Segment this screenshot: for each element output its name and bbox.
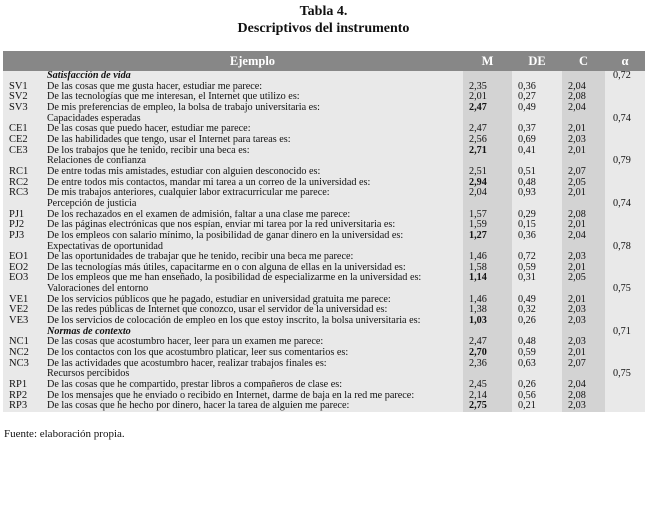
item-text: De mis trabajos anteriores, cualquier labor extracurricular me parece: bbox=[42, 188, 463, 199]
header-code bbox=[3, 51, 42, 71]
item-de: 0,29 bbox=[512, 210, 562, 221]
group-alpha: 0,71 bbox=[605, 327, 645, 338]
item-alpha bbox=[605, 316, 645, 327]
item-m: 2,35 bbox=[463, 82, 512, 93]
group-de bbox=[512, 156, 562, 167]
group-name: Recursos percibidos bbox=[42, 369, 463, 380]
group-alpha: 0,74 bbox=[605, 114, 645, 125]
group-code bbox=[3, 327, 42, 338]
item-de: 0,36 bbox=[512, 231, 562, 242]
item-text: De las cosas que me gusta hacer, estudiar me parece: bbox=[42, 82, 463, 93]
table-row bbox=[3, 316, 645, 327]
item-c: 2,03 bbox=[562, 401, 605, 412]
item-alpha bbox=[605, 188, 645, 199]
item-c: 2,05 bbox=[562, 273, 605, 284]
item-code: RC3 bbox=[3, 188, 42, 199]
item-m: 2,71 bbox=[463, 146, 512, 157]
item-code: VE3 bbox=[3, 316, 42, 327]
table-title: Tabla 4. bbox=[299, 4, 348, 19]
item-code: RP2 bbox=[3, 391, 42, 402]
item-de: 0,49 bbox=[512, 295, 562, 306]
item-c: 2,01 bbox=[562, 124, 605, 135]
item-text: De los mensajes que he enviado o recibido en Internet, darme de baja en la red me parece: bbox=[42, 391, 463, 402]
group-c bbox=[562, 71, 605, 82]
item-c: 2,01 bbox=[562, 348, 605, 359]
group-alpha: 0,72 bbox=[605, 71, 645, 82]
item-m: 1,58 bbox=[463, 263, 512, 274]
item-text: De las cosas que puedo hacer, estudiar me parece: bbox=[42, 124, 463, 135]
item-m: 1,38 bbox=[463, 305, 512, 316]
item-alpha bbox=[605, 82, 645, 93]
item-code: PJ2 bbox=[3, 220, 42, 231]
group-code bbox=[3, 284, 42, 295]
item-de: 0,37 bbox=[512, 124, 562, 135]
group-name: Expectativas de oportunidad bbox=[42, 242, 463, 253]
group-de bbox=[512, 327, 562, 338]
header-de: DE bbox=[512, 51, 562, 71]
table-row bbox=[3, 391, 645, 402]
table-row bbox=[3, 305, 645, 316]
group-de bbox=[512, 242, 562, 253]
group-name: Capacidades esperadas bbox=[42, 114, 463, 125]
group-code bbox=[3, 114, 42, 125]
group-de bbox=[512, 284, 562, 295]
table-row bbox=[3, 337, 645, 348]
group-code bbox=[3, 199, 42, 210]
item-c: 2,04 bbox=[562, 103, 605, 114]
item-alpha bbox=[605, 273, 645, 284]
item-m: 1,46 bbox=[463, 252, 512, 263]
item-text: De las redes públicas de Internet que conozco, usar el servidor de la universidad es: bbox=[42, 305, 463, 316]
group-code bbox=[3, 369, 42, 380]
group-de bbox=[512, 114, 562, 125]
table-row bbox=[3, 124, 645, 135]
group-row bbox=[3, 199, 645, 210]
item-code: PJ1 bbox=[3, 210, 42, 221]
item-m: 2,47 bbox=[463, 337, 512, 348]
item-code: RC1 bbox=[3, 167, 42, 178]
item-code: RP1 bbox=[3, 380, 42, 391]
item-m: 2,75 bbox=[463, 401, 512, 412]
item-c: 2,07 bbox=[562, 167, 605, 178]
header-example: Ejemplo bbox=[42, 51, 463, 71]
item-text: De las cosas que he hecho por dinero, hacer la tarea de alguien me parece: bbox=[42, 401, 463, 412]
group-m bbox=[463, 284, 512, 295]
item-m: 1,27 bbox=[463, 231, 512, 242]
item-alpha bbox=[605, 295, 645, 306]
item-code: EO3 bbox=[3, 273, 42, 284]
group-c bbox=[562, 199, 605, 210]
item-text: De entre todas mis amistades, estudiar con alguien desconocido es: bbox=[42, 167, 463, 178]
item-text: De los empleos con salario mínimo, la posibilidad de ganar dinero en la universidad es: bbox=[42, 231, 463, 242]
group-de bbox=[512, 369, 562, 380]
item-alpha bbox=[605, 305, 645, 316]
header-row bbox=[3, 51, 645, 71]
group-row bbox=[3, 327, 645, 338]
item-de: 0,15 bbox=[512, 220, 562, 231]
group-row bbox=[3, 242, 645, 253]
item-text: De las oportunidades de trabajar que he tenido, recibir una beca me parece: bbox=[42, 252, 463, 263]
item-de: 0,49 bbox=[512, 103, 562, 114]
group-c bbox=[562, 327, 605, 338]
group-row bbox=[3, 114, 645, 125]
group-m bbox=[463, 242, 512, 253]
item-m: 2,47 bbox=[463, 103, 512, 114]
item-alpha bbox=[605, 135, 645, 146]
table-row bbox=[3, 178, 645, 189]
table-row bbox=[3, 220, 645, 231]
item-alpha bbox=[605, 252, 645, 263]
item-de: 0,51 bbox=[512, 167, 562, 178]
item-code: SV1 bbox=[3, 82, 42, 93]
group-name: Valoraciones del entorno bbox=[42, 284, 463, 295]
item-m: 2,70 bbox=[463, 348, 512, 359]
group-alpha: 0,75 bbox=[605, 369, 645, 380]
header-m: M bbox=[463, 51, 512, 71]
item-code: RP3 bbox=[3, 401, 42, 412]
item-code: SV3 bbox=[3, 103, 42, 114]
table-row bbox=[3, 231, 645, 242]
item-c: 2,07 bbox=[562, 359, 605, 370]
item-de: 0,31 bbox=[512, 273, 562, 284]
item-code: CE1 bbox=[3, 124, 42, 135]
item-code: EO1 bbox=[3, 252, 42, 263]
table-row bbox=[3, 146, 645, 157]
item-m: 1,57 bbox=[463, 210, 512, 221]
group-c bbox=[562, 284, 605, 295]
item-c: 2,04 bbox=[562, 82, 605, 93]
item-alpha bbox=[605, 220, 645, 231]
item-de: 0,59 bbox=[512, 348, 562, 359]
item-m: 1,03 bbox=[463, 316, 512, 327]
table-row bbox=[3, 380, 645, 391]
item-de: 0,48 bbox=[512, 337, 562, 348]
item-alpha bbox=[605, 348, 645, 359]
table-row bbox=[3, 210, 645, 221]
group-row bbox=[3, 156, 645, 167]
table-row bbox=[3, 252, 645, 263]
item-text: De los servicios de colocación de empleo en los que estoy inscrito, la bolsa universitaria es: bbox=[42, 316, 463, 327]
item-code: CE2 bbox=[3, 135, 42, 146]
table-row bbox=[3, 295, 645, 306]
table-subtitle: Descriptivos del instrumento bbox=[237, 21, 410, 36]
item-m: 2,47 bbox=[463, 124, 512, 135]
item-text: De las actividades que acostumbro hacer, realizar trabajos finales es: bbox=[42, 359, 463, 370]
item-c: 2,01 bbox=[562, 263, 605, 274]
item-c: 2,01 bbox=[562, 188, 605, 199]
group-row bbox=[3, 71, 645, 82]
group-code bbox=[3, 71, 42, 82]
group-alpha: 0,74 bbox=[605, 199, 645, 210]
item-c: 2,03 bbox=[562, 316, 605, 327]
item-c: 2,01 bbox=[562, 220, 605, 231]
item-de: 0,69 bbox=[512, 135, 562, 146]
item-alpha bbox=[605, 124, 645, 135]
group-alpha: 0,79 bbox=[605, 156, 645, 167]
descriptives-table bbox=[3, 51, 645, 412]
item-text: De las habilidades que tengo, usar el Internet para tareas es: bbox=[42, 135, 463, 146]
item-alpha bbox=[605, 391, 645, 402]
item-de: 0,26 bbox=[512, 380, 562, 391]
table-row bbox=[3, 167, 645, 178]
item-m: 2,94 bbox=[463, 178, 512, 189]
group-name: Normas de contexto bbox=[42, 327, 463, 338]
item-c: 2,04 bbox=[562, 231, 605, 242]
item-text: De las tecnologías más útiles, capacitarme en o con alguna de ellas en la universidad es: bbox=[42, 263, 463, 274]
source-note: Fuente: elaboración propia. bbox=[4, 428, 125, 440]
table-row bbox=[3, 188, 645, 199]
item-de: 0,63 bbox=[512, 359, 562, 370]
item-alpha bbox=[605, 337, 645, 348]
item-alpha bbox=[605, 380, 645, 391]
group-alpha: 0,78 bbox=[605, 242, 645, 253]
item-code: SV2 bbox=[3, 92, 42, 103]
item-de: 0,48 bbox=[512, 178, 562, 189]
item-m: 2,04 bbox=[463, 188, 512, 199]
item-m: 2,14 bbox=[463, 391, 512, 402]
item-m: 2,51 bbox=[463, 167, 512, 178]
item-c: 2,04 bbox=[562, 380, 605, 391]
table-row bbox=[3, 348, 645, 359]
item-alpha bbox=[605, 359, 645, 370]
item-alpha bbox=[605, 167, 645, 178]
item-m: 1,59 bbox=[463, 220, 512, 231]
item-c: 2,03 bbox=[562, 252, 605, 263]
item-c: 2,05 bbox=[562, 178, 605, 189]
item-de: 0,41 bbox=[512, 146, 562, 157]
group-c bbox=[562, 114, 605, 125]
table-row bbox=[3, 401, 645, 412]
header-c: C bbox=[562, 51, 605, 71]
item-text: De los rechazados en el examen de admisión, faltar a una clase me parece: bbox=[42, 210, 463, 221]
item-alpha bbox=[605, 146, 645, 157]
group-row bbox=[3, 284, 645, 295]
group-c bbox=[562, 156, 605, 167]
group-c bbox=[562, 369, 605, 380]
group-m bbox=[463, 199, 512, 210]
group-m bbox=[463, 327, 512, 338]
group-c bbox=[562, 242, 605, 253]
item-text: De las cosas que acostumbro hacer, leer para un examen me parece: bbox=[42, 337, 463, 348]
item-c: 2,03 bbox=[562, 337, 605, 348]
table-row bbox=[3, 359, 645, 370]
item-text: De los trabajos que he tenido, recibir una beca es: bbox=[42, 146, 463, 157]
item-de: 0,26 bbox=[512, 316, 562, 327]
item-c: 2,03 bbox=[562, 135, 605, 146]
group-row bbox=[3, 369, 645, 380]
group-m bbox=[463, 156, 512, 167]
item-text: De los contactos con los que acostumbro platicar, leer sus comentarios es: bbox=[42, 348, 463, 359]
item-c: 2,08 bbox=[562, 210, 605, 221]
group-de bbox=[512, 199, 562, 210]
item-code: PJ3 bbox=[3, 231, 42, 242]
table-row bbox=[3, 82, 645, 93]
item-code: RC2 bbox=[3, 178, 42, 189]
group-name: Relaciones de confianza bbox=[42, 156, 463, 167]
item-alpha bbox=[605, 92, 645, 103]
item-alpha bbox=[605, 263, 645, 274]
item-c: 2,01 bbox=[562, 146, 605, 157]
item-alpha bbox=[605, 401, 645, 412]
item-code: NC1 bbox=[3, 337, 42, 348]
item-code: VE1 bbox=[3, 295, 42, 306]
item-text: De mis preferencias de empleo, la bolsa de trabajo universitaria es: bbox=[42, 103, 463, 114]
item-code: EO2 bbox=[3, 263, 42, 274]
group-code bbox=[3, 242, 42, 253]
group-de bbox=[512, 71, 562, 82]
item-de: 0,27 bbox=[512, 92, 562, 103]
item-m: 2,36 bbox=[463, 359, 512, 370]
item-m: 1,14 bbox=[463, 273, 512, 284]
item-text: De los servicios públicos que he pagado, estudiar en universidad gratuita me parece: bbox=[42, 295, 463, 306]
item-de: 0,93 bbox=[512, 188, 562, 199]
item-code: CE3 bbox=[3, 146, 42, 157]
table-row bbox=[3, 135, 645, 146]
item-de: 0,32 bbox=[512, 305, 562, 316]
item-c: 2,01 bbox=[562, 295, 605, 306]
item-de: 0,56 bbox=[512, 391, 562, 402]
item-text: De las cosas que he compartido, prestar libros a compañeros de clase es: bbox=[42, 380, 463, 391]
group-name: Satisfacción de vida bbox=[42, 71, 463, 82]
item-text: De los empleos que me han enseñado, la posibilidad de especializarme en la universidad es: bbox=[42, 273, 463, 284]
item-alpha bbox=[605, 178, 645, 189]
group-alpha: 0,75 bbox=[605, 284, 645, 295]
table-row bbox=[3, 92, 645, 103]
item-m: 2,01 bbox=[463, 92, 512, 103]
item-alpha bbox=[605, 103, 645, 114]
item-text: De entre todos mis contactos, mandar mi tarea a un correo de la universidad es: bbox=[42, 178, 463, 189]
group-code bbox=[3, 156, 42, 167]
item-code: VE2 bbox=[3, 305, 42, 316]
item-m: 1,46 bbox=[463, 295, 512, 306]
item-text: De las tecnologías que me interesan, el Internet que utilizo es: bbox=[42, 92, 463, 103]
group-m bbox=[463, 114, 512, 125]
table-row bbox=[3, 273, 645, 284]
item-de: 0,59 bbox=[512, 263, 562, 274]
item-m: 2,45 bbox=[463, 380, 512, 391]
item-c: 2,08 bbox=[562, 391, 605, 402]
item-code: NC3 bbox=[3, 359, 42, 370]
group-name: Percepción de justicia bbox=[42, 199, 463, 210]
item-code: NC2 bbox=[3, 348, 42, 359]
item-c: 2,03 bbox=[562, 305, 605, 316]
table-row bbox=[3, 103, 645, 114]
item-m: 2,56 bbox=[463, 135, 512, 146]
group-m bbox=[463, 369, 512, 380]
item-c: 2,08 bbox=[562, 92, 605, 103]
item-alpha bbox=[605, 231, 645, 242]
item-text: De las páginas electrónicas que nos espían, enviar mi tarea por la red universitaria es: bbox=[42, 220, 463, 231]
item-de: 0,36 bbox=[512, 82, 562, 93]
group-m bbox=[463, 71, 512, 82]
item-de: 0,21 bbox=[512, 401, 562, 412]
table-row bbox=[3, 263, 645, 274]
item-de: 0,72 bbox=[512, 252, 562, 263]
header-alpha: α bbox=[605, 51, 645, 71]
item-alpha bbox=[605, 210, 645, 221]
